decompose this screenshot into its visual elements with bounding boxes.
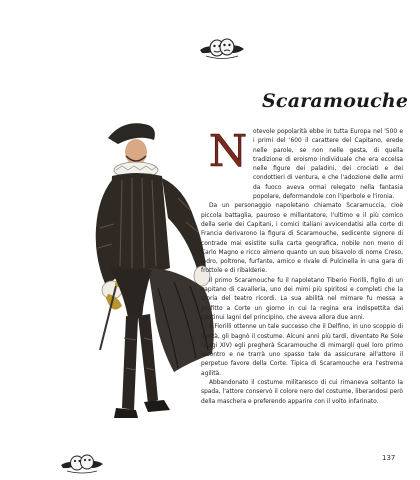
paragraph-1: otevole popolarità ebbe in tutta Europa nel '500 e i primi del '600 il carattere del Capitano, erede nelle parole, se non nelle gesta, di quella tradizione di eroismo individuale che era eccelsa nelle figure dei paladini, dei crociati e dei condottieri di ventura, e che l'adozione delle armi da fuoco aveva ormai relegato nella fantasia popolare, deformandole con l'iperbole e l'ironia. [253, 129, 403, 201]
paragraph-5: Abbandonato il costume militaresco di cui rimaneva soltanto la spada, l'attore conservò il colore nero del costume, liberandosi però della maschera e preferendo apparire con il volto infarinato. [201, 380, 403, 405]
paragraph-3: Il primo Scaramouche fu il napoletano Tiberio Fiorilli, figlio di un capitano di cavalleria, uno dei mimi più spiritosi e completi che la storia del teatro ricordi. La sua abilità nel mimare fu messa a profitto a Corte un giorno in cui la regina era indispettita dai continui lagni del principino, che aveva allora due anni. [201, 277, 403, 321]
body-text [201, 128, 403, 446]
page-title: Scaramouche [262, 90, 409, 112]
page-number: 137 [382, 454, 396, 462]
theatre-masks-ornament [198, 34, 246, 62]
theatre-masks-ornament-bottom [58, 450, 106, 476]
paragraph-4: Il Fiorilli ottenne un tale successo che il Delfino, in uno scoppio di ilarità, gli bagnò il costume. Alcuni anni più tardi, diventato Re Sole (Luigi XIV) egli pregherà Scaramouche di mimargli quel loro primo incontro e ne trarrà uno spasso tale da assicurare all'attore il perpetuo favore della Corte. Tipica di Scaramouche era l'estrema agilità. [201, 324, 403, 377]
scaramouche-illustration [78, 118, 220, 444]
paragraph-2: Da un personaggio napoletano chiamato Scaramuccia, cioè piccola battaglia, pauroso e millantatore, l'ultimo e il più comico della serie dei Capitani, i comici italiani avvicendatisi alla corte di Francia derivarono la figura di Scaramouche, sedicente signore di contrade mai esistite sulla carta geografica, nobile non meno di Carlo Magno e ricco almeno quanto un suo bisavolo di nome Creso, ladro, poltrone, furfante, amico e rivale di Pulcinella in una gara di frottole e di ribalderie. [201, 203, 403, 275]
dropcap-letter: N [208, 128, 248, 174]
